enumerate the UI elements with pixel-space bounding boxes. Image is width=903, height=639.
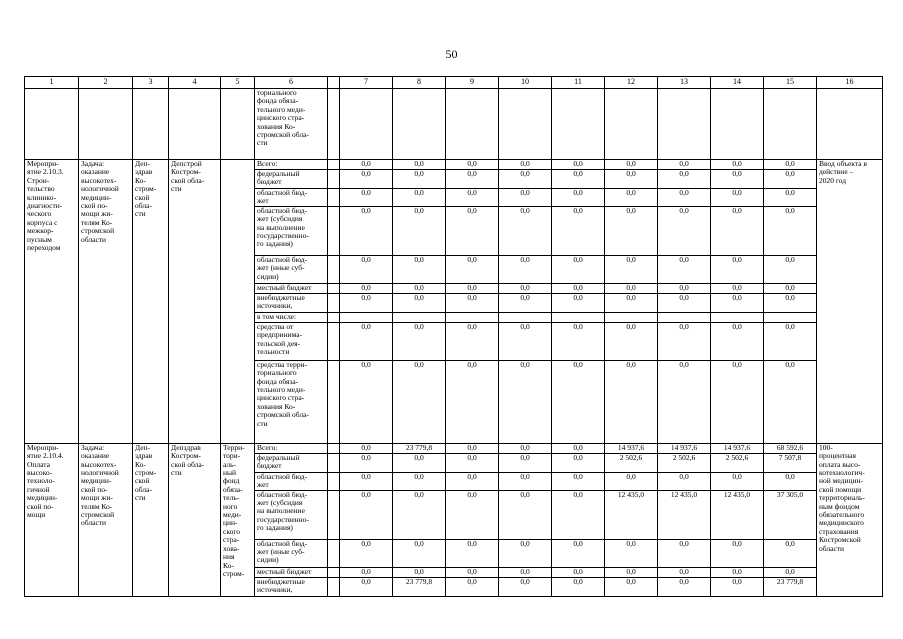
header-cell: 13	[658, 77, 711, 89]
header-cell: 15	[764, 77, 817, 89]
value-cell: 0,0	[605, 472, 658, 490]
empty-cell	[328, 189, 340, 207]
value-cell: 0,0	[499, 360, 552, 443]
executor-cell: Депздрав Костром- ской обла- сти	[169, 443, 221, 596]
value-cell: 0,0	[711, 322, 764, 360]
result-cell: Ввод объекта в действие – 2020 год	[817, 160, 883, 444]
value-cell	[764, 312, 817, 322]
header-cell: 2	[79, 77, 133, 89]
empty-cell	[25, 89, 79, 160]
funding-source: местный бюджет	[255, 567, 328, 577]
value-cell: 0,0	[340, 443, 393, 453]
value-cell: 0,0	[711, 360, 764, 443]
value-cell: 0,0	[605, 360, 658, 443]
value-cell: 0,0	[552, 577, 605, 596]
value-cell	[711, 312, 764, 322]
empty-cell	[133, 89, 169, 160]
funding-source: областной бюд- жет (иные суб- сидии)	[255, 255, 328, 283]
value-cell: 0,0	[605, 160, 658, 170]
value-cell: 0,0	[552, 539, 605, 567]
value-cell: 0,0	[446, 443, 499, 453]
value-cell: 0,0	[711, 293, 764, 312]
value-cell: 0,0	[711, 255, 764, 283]
value-cell: 0,0	[658, 255, 711, 283]
funding-source: областной бюд- жет (иные суб- сидии)	[255, 539, 328, 567]
value-cell: 0,0	[658, 472, 711, 490]
value-cell: 0,0	[552, 322, 605, 360]
header-cell: 12	[605, 77, 658, 89]
empty-cell	[499, 89, 552, 160]
empty-cell	[328, 490, 340, 539]
value-cell: 0,0	[764, 170, 817, 189]
value-cell: 0,0	[340, 160, 393, 170]
value-cell: 0,0	[340, 293, 393, 312]
value-cell: 0,0	[658, 293, 711, 312]
value-cell: 0,0	[446, 255, 499, 283]
value-cell: 0,0	[340, 322, 393, 360]
result-cell: 100- процентная оплата высо- котехнологич- ной медицин- ской помощи территориаль- ным фондом обязательного медицинского страхования Костромской области	[817, 443, 883, 596]
value-cell: 0,0	[764, 189, 817, 207]
header-cell: 16	[817, 77, 883, 89]
empty-cell	[328, 472, 340, 490]
empty-cell	[328, 577, 340, 596]
value-cell: 7 507,8	[764, 453, 817, 472]
empty-cell	[605, 89, 658, 160]
value-cell: 0,0	[605, 293, 658, 312]
funding-source: областной бюд- жет (субсидия на выполнение государственно- го задания)	[255, 206, 328, 255]
empty-cell	[658, 89, 711, 160]
empty-cell	[340, 89, 393, 160]
value-cell: 2 502,6	[605, 453, 658, 472]
empty-cell	[79, 89, 133, 160]
funding-source: Всего:	[255, 443, 328, 453]
value-cell: 0,0	[605, 255, 658, 283]
header-cell: 11	[552, 77, 605, 89]
value-cell: 0,0	[499, 443, 552, 453]
value-cell: 0,0	[393, 206, 446, 255]
value-cell: 0,0	[711, 539, 764, 567]
empty-cell	[169, 89, 221, 160]
funding-source: Всего:	[255, 160, 328, 170]
value-cell	[446, 312, 499, 322]
value-cell: 0,0	[605, 170, 658, 189]
header-cell: 5	[221, 77, 255, 89]
value-cell: 0,0	[658, 360, 711, 443]
value-cell: 0,0	[605, 189, 658, 207]
header-cell: 7	[340, 77, 393, 89]
value-cell: 12 435,0	[605, 490, 658, 539]
funding-source: средства от предпринима- тельской дея- тельности	[255, 322, 328, 360]
value-cell	[340, 312, 393, 322]
funding-source: областной бюд- жет (субсидия на выполнение государственно- го задания)	[255, 490, 328, 539]
value-cell: 0,0	[446, 567, 499, 577]
value-cell: 23 779,8	[764, 577, 817, 596]
value-cell: 0,0	[658, 170, 711, 189]
header-cell: 9	[446, 77, 499, 89]
value-cell: 0,0	[711, 567, 764, 577]
value-cell: 0,0	[340, 206, 393, 255]
empty-cell	[221, 89, 255, 160]
value-cell: 0,0	[552, 189, 605, 207]
empty-cell	[328, 443, 340, 453]
funding-source: внебюджетные источники,	[255, 577, 328, 596]
value-cell: 0,0	[340, 170, 393, 189]
value-cell: 0,0	[552, 255, 605, 283]
value-cell: 0,0	[658, 322, 711, 360]
task-cell: Задача: оказание высокотех- нологичной медицин- ской по- мощи жи- телям Ко- стромской области	[79, 160, 133, 444]
header-cell: 10	[499, 77, 552, 89]
value-cell: 0,0	[446, 206, 499, 255]
empty-cell	[328, 89, 340, 160]
value-cell: 0,0	[764, 293, 817, 312]
value-cell: 0,0	[393, 160, 446, 170]
empty-cell	[328, 567, 340, 577]
value-cell: 0,0	[446, 322, 499, 360]
value-cell: 0,0	[446, 539, 499, 567]
value-cell: 0,0	[393, 567, 446, 577]
header-cell	[328, 77, 340, 89]
value-cell: 0,0	[605, 283, 658, 293]
value-cell: 14 937,6	[605, 443, 658, 453]
empty-cell	[552, 89, 605, 160]
empty-cell	[328, 170, 340, 189]
value-cell: 12 435,0	[658, 490, 711, 539]
value-cell: 0,0	[764, 322, 817, 360]
value-cell: 0,0	[552, 453, 605, 472]
value-cell: 0,0	[764, 360, 817, 443]
value-cell: 0,0	[499, 189, 552, 207]
funding-source: внебюджетные источники,	[255, 293, 328, 312]
page-number: 50	[445, 47, 458, 61]
value-cell: 0,0	[552, 443, 605, 453]
value-cell: 0,0	[552, 472, 605, 490]
value-cell: 2 502,6	[711, 453, 764, 472]
funding-source: средства терри- ториального фонда обяза- тельного меди- цинского стра- хования Ко- стромской обла- сти	[255, 360, 328, 443]
empty-cell	[328, 322, 340, 360]
value-cell: 0,0	[658, 283, 711, 293]
value-cell: 2 502,6	[658, 453, 711, 472]
value-cell: 0,0	[552, 160, 605, 170]
value-cell: 14 937,6	[711, 443, 764, 453]
empty-cell	[328, 539, 340, 567]
source-cell: ториального фонда обяза- тельного меди- цинского стра- хования Ко- стромской обла- сти	[255, 89, 328, 160]
value-cell: 0,0	[552, 360, 605, 443]
empty-cell	[328, 206, 340, 255]
empty-cell	[711, 89, 764, 160]
value-cell: 0,0	[499, 206, 552, 255]
value-cell: 0,0	[393, 539, 446, 567]
value-cell: 0,0	[393, 360, 446, 443]
value-cell: 0,0	[711, 472, 764, 490]
value-cell: 0,0	[764, 206, 817, 255]
header-cell: 1	[25, 77, 79, 89]
header-cell: 14	[711, 77, 764, 89]
value-cell: 0,0	[393, 283, 446, 293]
value-cell: 0,0	[340, 189, 393, 207]
value-cell: 0,0	[499, 283, 552, 293]
value-cell: 0,0	[446, 293, 499, 312]
value-cell: 0,0	[446, 170, 499, 189]
empty-cell	[328, 453, 340, 472]
empty-cell	[446, 89, 499, 160]
value-cell: 0,0	[711, 577, 764, 596]
coexecutor-cell: Терри- тори- аль- ный фонд обяза- тель- ного меди- цин- ского стра- хова- ния Ко- стром-	[221, 443, 255, 596]
value-cell: 12 435,0	[711, 490, 764, 539]
header-cell: 4	[169, 77, 221, 89]
value-cell: 0,0	[393, 472, 446, 490]
table-row	[25, 443, 883, 453]
value-cell: 0,0	[658, 160, 711, 170]
value-cell: 0,0	[499, 472, 552, 490]
measure-name: Меропри- ятие 2.10.3. Строи- тельство клинико- диагности- ческого корпуса с межкор- пусным переходом	[25, 160, 79, 444]
empty-cell	[328, 293, 340, 312]
funding-source: в том числе:	[255, 312, 328, 322]
value-cell: 0,0	[393, 453, 446, 472]
value-cell: 0,0	[764, 283, 817, 293]
value-cell: 0,0	[446, 577, 499, 596]
value-cell: 0,0	[340, 490, 393, 539]
header-cell: 3	[133, 77, 169, 89]
header-cell: 8	[393, 77, 446, 89]
value-cell: 0,0	[340, 567, 393, 577]
funding-source: областной бюд- жет	[255, 189, 328, 207]
empty-cell	[817, 89, 883, 160]
value-cell: 0,0	[605, 206, 658, 255]
measure-name: Меропри- ятие 2.10.4. Оплата высоко- техноло- гичной медицин- ской по- мощи	[25, 443, 79, 596]
continuation-row	[25, 89, 883, 160]
value-cell: 0,0	[499, 577, 552, 596]
empty-cell	[328, 283, 340, 293]
value-cell: 0,0	[499, 567, 552, 577]
value-cell	[393, 312, 446, 322]
value-cell: 0,0	[499, 293, 552, 312]
value-cell	[499, 312, 552, 322]
funding-source: местный бюджет	[255, 283, 328, 293]
value-cell: 0,0	[499, 255, 552, 283]
value-cell: 0,0	[605, 322, 658, 360]
responsible-cell: Деп- здрав Ко- стром- ской обла- сти	[133, 160, 169, 444]
value-cell	[658, 312, 711, 322]
value-cell: 0,0	[393, 170, 446, 189]
value-cell: 0,0	[499, 539, 552, 567]
value-cell: 0,0	[446, 490, 499, 539]
coexecutor-cell	[221, 160, 255, 444]
value-cell: 0,0	[658, 539, 711, 567]
value-cell: 0,0	[499, 160, 552, 170]
responsible-cell: Деп- здрав Ко- стром- ской обла- сти	[133, 443, 169, 596]
empty-cell	[328, 360, 340, 443]
value-cell: 0,0	[393, 189, 446, 207]
value-cell: 0,0	[711, 189, 764, 207]
funding-source: областной бюд- жет	[255, 472, 328, 490]
value-cell: 0,0	[499, 490, 552, 539]
header-row	[25, 77, 883, 89]
value-cell: 0,0	[711, 170, 764, 189]
empty-cell	[764, 89, 817, 160]
value-cell: 0,0	[658, 577, 711, 596]
value-cell: 0,0	[552, 293, 605, 312]
value-cell: 0,0	[340, 283, 393, 293]
value-cell: 0,0	[552, 206, 605, 255]
header-cell: 6	[255, 77, 328, 89]
value-cell	[552, 312, 605, 322]
value-cell: 0,0	[446, 453, 499, 472]
value-cell: 0,0	[764, 567, 817, 577]
value-cell: 0,0	[446, 472, 499, 490]
value-cell: 0,0	[446, 360, 499, 443]
value-cell: 0,0	[499, 453, 552, 472]
executor-cell: Депстрой Костром- ской обла- сти	[169, 160, 221, 444]
task-cell: Задача: оказание высокотех- нологичной медицин- ской по- мощи жи- телям Ко- стромской области	[79, 443, 133, 596]
value-cell: 0,0	[499, 322, 552, 360]
empty-cell	[328, 255, 340, 283]
value-cell: 0,0	[446, 283, 499, 293]
value-cell: 0,0	[340, 539, 393, 567]
value-cell: 0,0	[340, 472, 393, 490]
value-cell: 23 779,8	[393, 443, 446, 453]
value-cell: 0,0	[605, 567, 658, 577]
value-cell: 0,0	[764, 472, 817, 490]
value-cell: 0,0	[552, 567, 605, 577]
value-cell: 0,0	[764, 255, 817, 283]
value-cell: 0,0	[658, 567, 711, 577]
value-cell: 0,0	[446, 189, 499, 207]
funding-source: федеральный бюджет	[255, 453, 328, 472]
value-cell: 0,0	[446, 160, 499, 170]
value-cell: 0,0	[764, 539, 817, 567]
value-cell: 0,0	[552, 283, 605, 293]
value-cell: 0,0	[711, 283, 764, 293]
funding-source: федеральный бюджет	[255, 170, 328, 189]
empty-cell	[328, 312, 340, 322]
value-cell: 0,0	[658, 206, 711, 255]
value-cell: 0,0	[393, 293, 446, 312]
value-cell: 0,0	[340, 255, 393, 283]
budget-table	[24, 76, 883, 597]
value-cell: 0,0	[499, 170, 552, 189]
value-cell: 0,0	[711, 160, 764, 170]
value-cell: 68 592,6	[764, 443, 817, 453]
value-cell: 0,0	[340, 360, 393, 443]
value-cell: 0,0	[393, 255, 446, 283]
value-cell: 0,0	[340, 577, 393, 596]
value-cell: 0,0	[711, 206, 764, 255]
value-cell: 0,0	[393, 322, 446, 360]
value-cell: 0,0	[340, 453, 393, 472]
empty-cell	[328, 160, 340, 170]
value-cell: 23 779,8	[393, 577, 446, 596]
value-cell: 0,0	[393, 490, 446, 539]
value-cell: 37 305,0	[764, 490, 817, 539]
value-cell: 0,0	[605, 577, 658, 596]
value-cell: 0,0	[552, 170, 605, 189]
value-cell: 0,0	[552, 490, 605, 539]
value-cell: 0,0	[658, 189, 711, 207]
empty-cell	[393, 89, 446, 160]
value-cell: 0,0	[764, 160, 817, 170]
value-cell	[605, 312, 658, 322]
value-cell: 14 937,6	[658, 443, 711, 453]
value-cell: 0,0	[605, 539, 658, 567]
table-row	[25, 160, 883, 170]
